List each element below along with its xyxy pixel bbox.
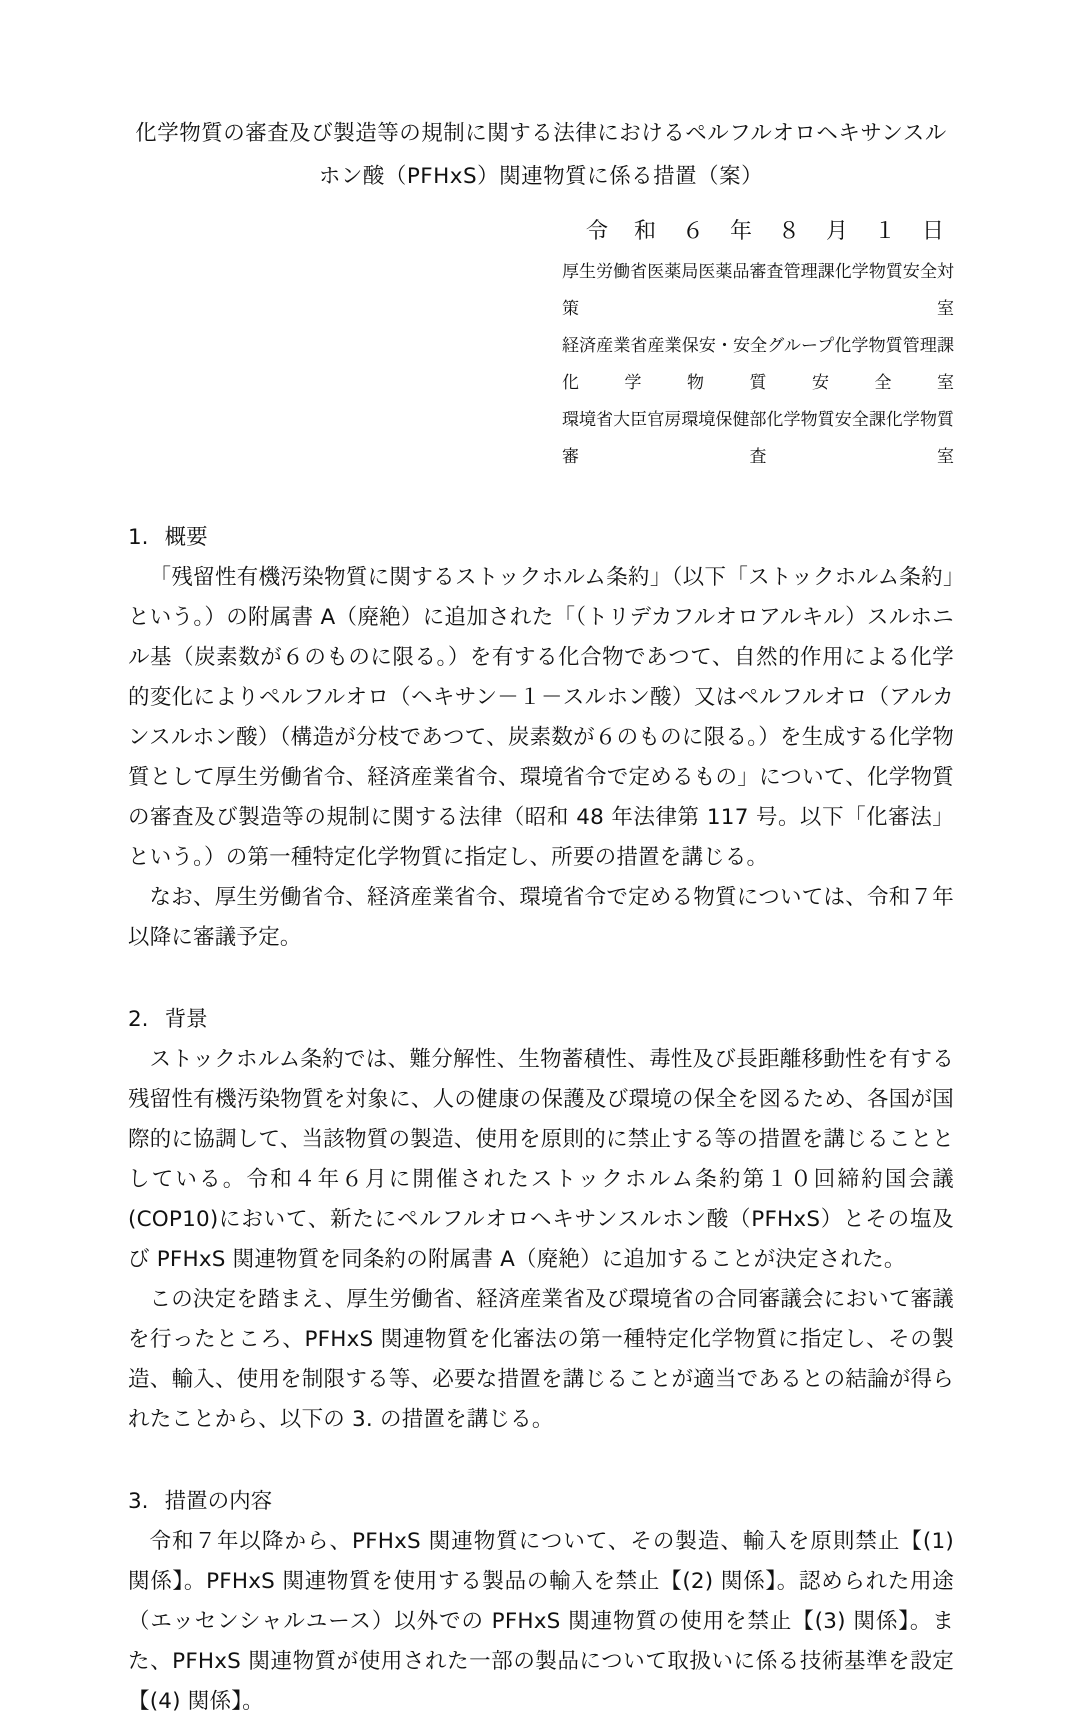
section-measures <box>128 1482 954 1722</box>
section-overview-number: 1. <box>128 525 149 550</box>
paragraph: 令和７年以降から、PFHxS 関連物質について、その製造、輸入を原則禁止【(1) 関係】。PFHxS 関連物質を使用する製品の輸入を禁止【(2) 関係】。認められた用途（エッセンシャルユース）以外での PFHxS 関連物質の使用を禁止【(3) 関係】。また、PFHxS 関連物質が使用された一部の製品について取扱いに係る技術基準を設定【(4) 関係】。 <box>128 1529 954 1714</box>
section-background <box>128 1000 954 1440</box>
section-measures-heading <box>128 1482 954 1522</box>
paragraph: ストックホルム条約では、難分解性、生物蓄積性、毒性及び長距離移動性を有する残留性有機汚染物質を対象に、人の健康の保護及び環境の保全を図るため、各国が国際的に協調して、当該物質の製造、使用を原則的に禁止する等の措置を講じることとしている。令和４年６月に開催されたストックホルム条約第１０回締約国会議(COP10)において、新たにペルフルオロヘキサンスルホン酸（PFHxS）とその塩及び PFHxS 関連物質を同条約の附属書 A（廃絶）に追加することが決定された。 <box>128 1047 954 1272</box>
section-measures-title: 措置の内容 <box>164 1489 273 1514</box>
organization-meti: 経済産業省産業保安・安全グループ化学物質管理課化学物質安全室 <box>562 336 954 393</box>
section-overview <box>128 518 954 958</box>
organization-moe: 環境省大臣官房環境保健部化学物質安全課化学物質審査室 <box>562 410 954 467</box>
section-overview-title: 概要 <box>164 525 208 550</box>
document-title <box>128 112 954 198</box>
paragraph: この決定を踏まえ、厚生労働省、経済産業省及び環境省の合同審議会において審議を行ったところ、PFHxS 関連物質を化審法の第一種特定化学物質に指定し、その製造、輸入、使用を制限する等、必要な措置を講じることが適当であるとの結論が得られたことから、以下の 3. の措置を講じる。 <box>128 1287 954 1432</box>
section-background-heading <box>128 1000 954 1040</box>
section-measures-number: 3. <box>128 1489 149 1514</box>
section-overview-heading <box>128 518 954 558</box>
paragraph: なお、厚生労働省令、経済産業省令、環境省令で定める物質については、令和７年以降に審議予定。 <box>128 885 954 950</box>
organization-mhlw: 厚生労働省医薬局医薬品審査管理課化学物質安全対策室 <box>562 262 954 319</box>
paragraph: 「残留性有機汚染物質に関するストックホルム条約」（以下「ストックホルム条約」という。）の附属書 A（廃絶）に追加された「（トリデカフルオロアルキル）スルホニル基（炭素数が６のものに限る。）を有する化合物であつて、自然的作用による化学的変化によりペルフルオロ（ヘキサン－１－スルホン酸）又はペルフルオロ（アルカンスルホン酸）（構造が分枝であつて、炭素数が６のものに限る。）を生成する化学物質として厚生労働省令、経済産業省令、環境省令で定めるもの」について、化学物質の審査及び製造等の規制に関する法律（昭和 48 年法律第 117 号。以下「化審法」という。）の第一種特定化学物質に指定し、所要の措置を講じる。 <box>128 565 954 870</box>
document-title-line-2: ホン酸（PFHxS）関連物質に係る措置（案） <box>318 164 764 189</box>
section-background-title: 背景 <box>164 1007 208 1032</box>
section-background-number: 2. <box>128 1007 149 1032</box>
document-title-line-1: 化学物質の審査及び製造等の規制に関する法律におけるペルフルオロヘキサンスル <box>135 121 947 146</box>
document-date: 令 和 ６ 年 ８ 月 １ 日 <box>585 219 946 244</box>
issuing-organizations <box>562 254 954 476</box>
